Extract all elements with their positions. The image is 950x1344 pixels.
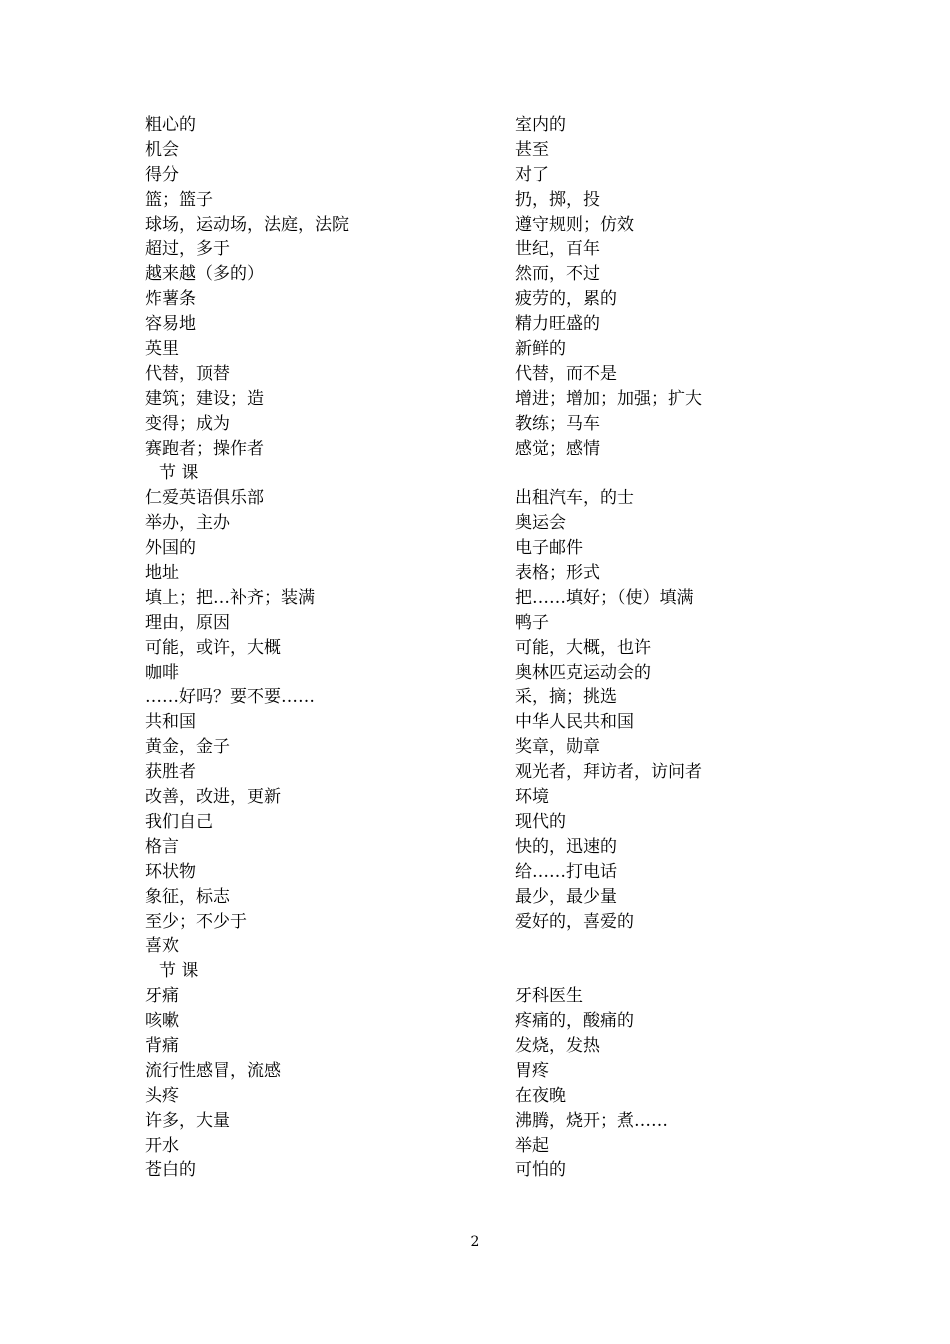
vocabulary-meaning-right: 快的，迅速的 xyxy=(515,836,617,857)
vocabulary-meaning-left: 外国的 xyxy=(145,538,196,559)
vocabulary-meaning-right: 疲劳的，累的 xyxy=(515,289,617,310)
vocabulary-meaning-left: 容易地 xyxy=(145,314,196,335)
page-number: 2 xyxy=(470,1234,480,1250)
vocabulary-meaning-right: 教练；马车 xyxy=(515,413,600,434)
vocabulary-meaning-left: 苍白的 xyxy=(145,1160,196,1181)
vocabulary-meaning-right: 沸腾，烧开；煮…… xyxy=(515,1110,668,1131)
vocabulary-meaning-right: 然而，不过 xyxy=(515,264,600,285)
vocabulary-meaning-right: 对了 xyxy=(515,164,549,185)
vocabulary-meaning-left: 建筑；建设；造 xyxy=(145,388,264,409)
vocabulary-meaning-left: 改善，改进，更新 xyxy=(145,787,281,808)
vocabulary-meaning-left: 至少；不少于 xyxy=(145,911,247,932)
vocabulary-meaning-right: 鸭子 xyxy=(515,612,549,633)
vocabulary-meaning-right: 在夜晚 xyxy=(515,1085,566,1106)
vocabulary-meaning-right: 环境 xyxy=(515,787,549,808)
vocabulary-meaning-right: 把……填好；（使）填满 xyxy=(515,587,694,608)
vocabulary-meaning-right: 奥运会 xyxy=(515,513,566,534)
vocabulary-meaning-left: 越来越（多的） xyxy=(145,264,264,285)
vocabulary-meaning-left: 仁爱英语俱乐部 xyxy=(145,488,264,509)
vocabulary-meaning-right: 电子邮件 xyxy=(515,538,583,559)
vocabulary-meaning-left: 背痛 xyxy=(145,1035,179,1056)
vocabulary-meaning-right: 奥林匹克运动会的 xyxy=(515,662,651,683)
vocabulary-meaning-left: 机会 xyxy=(145,139,179,160)
vocabulary-meaning-left: 球场，运动场，法庭，法院 xyxy=(145,214,349,235)
vocabulary-meaning-left: 变得；成为 xyxy=(145,413,230,434)
vocabulary-meaning-left: 流行性感冒，流感 xyxy=(145,1060,281,1081)
vocabulary-meaning-left: 头疼 xyxy=(145,1085,179,1106)
vocabulary-meaning-right: 甚至 xyxy=(515,139,549,160)
section-heading: 节 课 xyxy=(159,463,199,484)
vocabulary-meaning-right xyxy=(515,959,855,984)
vocabulary-meaning-left: 英里 xyxy=(145,339,179,360)
vocabulary-meaning-right: 室内的 xyxy=(515,115,566,135)
vocabulary-meaning-left: 得分 xyxy=(145,164,179,185)
vocabulary-meaning-right: 胃疼 xyxy=(515,1060,549,1081)
vocabulary-meaning-right: 出租汽车，的士 xyxy=(515,488,634,509)
vocabulary-meaning-left: 炸薯条 xyxy=(145,289,196,310)
vocabulary-meaning-left: 代替，顶替 xyxy=(145,363,230,384)
section-heading: 节 课 xyxy=(159,961,199,982)
vocabulary-meaning-left: 开水 xyxy=(145,1135,179,1156)
vocabulary-column-left xyxy=(145,113,485,1183)
vocabulary-meaning-right: 采，摘；挑选 xyxy=(515,687,617,708)
vocabulary-meaning-left: 咳嗽 xyxy=(145,1011,179,1032)
vocabulary-meaning-left: 牙痛 xyxy=(145,986,179,1007)
vocabulary-meaning-right: 疼痛的，酸痛的 xyxy=(515,1011,634,1032)
vocabulary-meaning-left: 许多，大量 xyxy=(145,1110,230,1131)
vocabulary-meaning-right: 观光者，拜访者，访问者 xyxy=(515,762,702,783)
vocabulary-meaning-right: 给……打电话 xyxy=(515,861,617,882)
vocabulary-meaning-right: 遵守规则；仿效 xyxy=(515,214,634,235)
vocabulary-meaning-right: 精力旺盛的 xyxy=(515,314,600,335)
vocabulary-meaning-right: 奖章，勋章 xyxy=(515,737,600,758)
vocabulary-meaning-right: 最少，最少量 xyxy=(515,886,617,907)
vocabulary-meaning-right: 发烧，发热 xyxy=(515,1035,600,1056)
vocabulary-meaning-right: 增进；增加；加强；扩大 xyxy=(515,388,702,409)
vocabulary-meaning-right: 可能，大概，也许 xyxy=(515,637,651,658)
vocabulary-meaning-right: 中华人民共和国 xyxy=(515,712,634,733)
vocabulary-meaning-left: 填上；把…补齐；装满 xyxy=(145,587,315,608)
vocabulary-meaning-left: 赛跑者；操作者 xyxy=(145,438,264,459)
vocabulary-meaning-right: 表格；形式 xyxy=(515,563,600,584)
vocabulary-meaning-right: 牙科医生 xyxy=(515,986,583,1007)
vocabulary-meaning-left: 获胜者 xyxy=(145,762,196,783)
vocabulary-meaning-left: 地址 xyxy=(145,563,179,584)
vocabulary-meaning-right: 现代的 xyxy=(515,811,566,832)
vocabulary-meaning-right: 世纪，百年 xyxy=(515,239,600,260)
vocabulary-meaning-right: 扔，掷，投 xyxy=(515,189,600,210)
vocabulary-column-right xyxy=(515,113,855,1183)
vocabulary-meaning-left: 篮；篮子 xyxy=(145,189,213,210)
vocabulary-meaning-left: 共和国 xyxy=(145,712,196,733)
vocabulary-meaning-right: 可怕的 xyxy=(515,1160,566,1181)
vocabulary-meaning-right: 举起 xyxy=(515,1135,549,1156)
vocabulary-meaning-left: 象征，标志 xyxy=(145,886,230,907)
vocabulary-meaning-right: 感觉；感情 xyxy=(515,438,600,459)
vocabulary-meaning-left: 超过，多于 xyxy=(145,239,230,260)
vocabulary-meaning-right xyxy=(515,934,855,959)
vocabulary-meaning-right xyxy=(515,461,855,486)
vocabulary-meaning-left: ……好吗？要不要…… xyxy=(145,687,315,708)
vocabulary-meaning-left: 粗心的 xyxy=(145,115,196,135)
vocabulary-meaning-left: 格言 xyxy=(145,836,179,857)
vocabulary-meaning-right: 新鲜的 xyxy=(515,339,566,360)
vocabulary-meaning-left: 黄金，金子 xyxy=(145,737,230,758)
vocabulary-meaning-left: 举办，主办 xyxy=(145,513,230,534)
vocabulary-meaning-right: 代替，而不是 xyxy=(515,363,617,384)
vocabulary-meaning-right: 爱好的，喜爱的 xyxy=(515,911,634,932)
vocabulary-meaning-left: 环状物 xyxy=(145,861,196,882)
vocabulary-meaning-left: 咖啡 xyxy=(145,662,179,683)
vocabulary-meaning-left: 我们自己 xyxy=(145,811,213,832)
vocabulary-meaning-left: 可能，或许，大概 xyxy=(145,637,281,658)
vocabulary-meaning-left: 喜欢 xyxy=(145,936,179,957)
vocabulary-meaning-left: 理由，原因 xyxy=(145,612,230,633)
